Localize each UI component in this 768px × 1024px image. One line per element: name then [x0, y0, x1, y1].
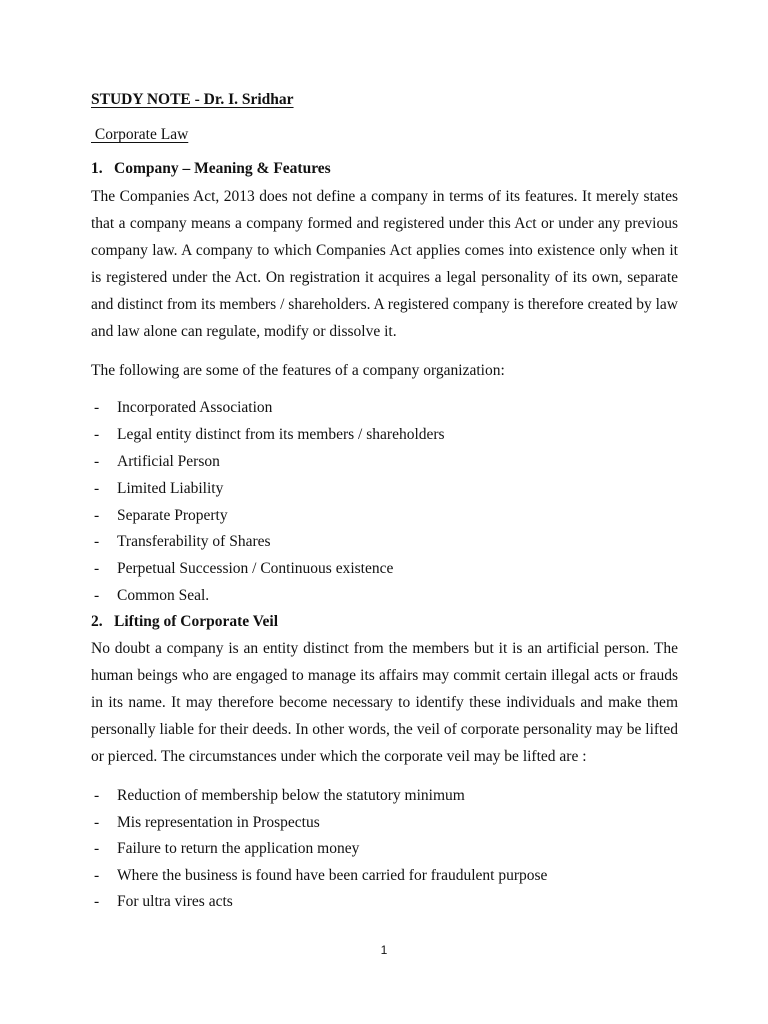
- list-item-text: Separate Property: [117, 506, 228, 524]
- list-bullet: -: [94, 587, 100, 605]
- list-item-text: Where the business is found have been carried for fraudulent purpose: [117, 866, 548, 884]
- list-bullet: -: [94, 893, 100, 911]
- list-item-text: Common Seal.: [117, 587, 210, 605]
- list-item-text: For ultra vires acts: [117, 893, 233, 911]
- list-bullet: -: [94, 840, 100, 858]
- list-item: [91, 810, 547, 837]
- list-item: [91, 836, 547, 863]
- list-item-text: Incorporated Association: [117, 399, 273, 416]
- list-item-text: Failure to return the application money: [117, 840, 360, 858]
- list-bullet: -: [94, 533, 100, 551]
- list-item-text: Artificial Person: [117, 452, 220, 470]
- list-item: [91, 449, 445, 476]
- list-item: [91, 422, 445, 449]
- list-item: [91, 583, 445, 610]
- features-list: [91, 395, 445, 610]
- list-bullet: -: [94, 506, 100, 524]
- list-item-text: Limited Liability: [117, 479, 224, 497]
- list-item: [91, 783, 547, 810]
- section-1-heading: [91, 160, 331, 178]
- list-item: [91, 476, 445, 503]
- list-bullet: -: [94, 866, 100, 884]
- list-bullet: -: [94, 425, 100, 443]
- list-item-text: Reduction of membership below the statutory minimum: [117, 787, 465, 804]
- list-item: [91, 863, 547, 890]
- list-item: [91, 529, 445, 556]
- list-item-text: Perpetual Succession / Continuous existence: [117, 560, 394, 578]
- list-item: [91, 395, 445, 422]
- list-item: [91, 889, 547, 916]
- list-bullet: -: [94, 399, 100, 416]
- section-1-number: 1.: [91, 160, 103, 177]
- section-1-title: Company – Meaning & Features: [114, 160, 331, 177]
- list-item-text: Mis representation in Prospectus: [117, 813, 320, 831]
- page-number: 1: [380, 943, 388, 957]
- list-bullet: -: [94, 787, 100, 804]
- list-item-text: Transferability of Shares: [117, 533, 271, 551]
- subject-title: Corporate Law: [91, 126, 189, 143]
- list-bullet: -: [94, 452, 100, 470]
- list-item: [91, 556, 445, 583]
- list-item: [91, 503, 445, 530]
- features-intro: The following are some of the features of a company organization:: [91, 362, 505, 379]
- list-item-text: Legal entity distinct from its members / shareholders: [117, 425, 445, 443]
- section-2-paragraph: No doubt a company is an entity distinct from the members but it is an artificial person. The human beings who are engaged to manage its affairs may commit certain illegal acts or frauds in its name. It may therefore become necessary to identify these individuals and make them personally liable for their deeds. In other words, the veil of corporate personality may be lifted or pierced. The circumstances under which the corporate veil may be lifted are :: [91, 640, 678, 765]
- circumstances-list: [91, 783, 547, 916]
- section-1-paragraph: The Companies Act, 2013 does not define a company in terms of its features. It merely states that a company means a company formed and registered under this Act or under any previous company law. A company to which Companies Act applies comes into existence only when it is registered under the Act. On registration it acquires a legal personality of its own, separate and distinct from its members / shareholders. A registered company is therefore created by law and law alone can regulate, modify or dissolve it.: [91, 188, 678, 340]
- section-2-number: 2.: [91, 613, 103, 630]
- section-2-heading: [91, 613, 278, 631]
- section-2-title: Lifting of Corporate Veil: [114, 613, 279, 630]
- document-title: STUDY NOTE - Dr. I. Sridhar: [91, 91, 294, 108]
- list-bullet: -: [94, 813, 100, 831]
- list-bullet: -: [94, 560, 100, 578]
- list-bullet: -: [94, 479, 100, 497]
